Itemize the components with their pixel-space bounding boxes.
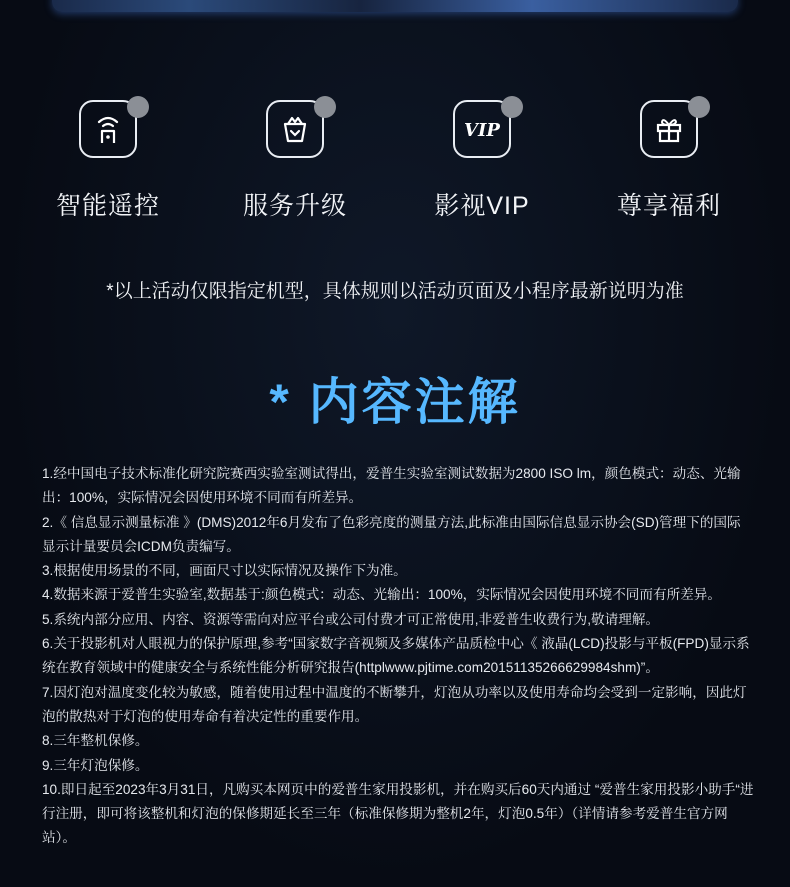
note-item: 8.三年整机保修。 [42, 733, 149, 749]
feature-label: 影视VIP [434, 192, 530, 220]
feature-label: 服务升级 [242, 192, 347, 220]
top-banner-image [52, 0, 738, 12]
note-item: 4.数据来源于爱普生实验室,数据基于:颜色模式：动态、光输出：100%，实际情况会因使用环境不同而有所差异。 [42, 587, 721, 603]
feature-exclusive-benefits [579, 100, 759, 222]
notes-title: * 内容注解 [269, 374, 521, 430]
badge-dot [688, 96, 710, 118]
notes-list [42, 462, 754, 851]
service-upgrade-icon [266, 100, 324, 158]
feature-vip [392, 100, 572, 222]
note-item: 3.根据使用场景的不同，画面尺寸以实际情况及操作下为准。 [42, 563, 407, 579]
feature-smart-remote [18, 100, 198, 222]
note-item: 2.《 信息显示测量标准 》(DMS)2012年6月发布了色彩亮度的测量方法,此标准由国际信息显示协会(SD)管理下的国际显示计量要员会ICDM负责编写。 [42, 514, 741, 554]
badge-dot [501, 96, 523, 118]
remote-icon [79, 100, 137, 158]
feature-service-upgrade [205, 100, 385, 222]
badge-dot [314, 96, 336, 118]
activity-disclaimer: *以上活动仅限指定机型，具体规则以活动页面及小程序最新说明为准 [106, 281, 684, 302]
gift-icon [640, 100, 698, 158]
note-item: 7.因灯泡对温度变化较为敏感，随着使用过程中温度的不断攀升，灯泡从功率以及使用寿命均会受到一定影响，因此灯泡的散热对于灯泡的使用寿命有着决定性的重要作用。 [42, 684, 747, 724]
note-item: 9.三年灯泡保修。 [42, 757, 149, 773]
note-item: 10.即日起至2023年3月31日，凡购买本网页中的爱普生家用投影机，并在购买后60天内通过 “爱普生家用投影小助手“进行注册，即可将该整机和灯泡的保修期延长至三年（标准保修期为整机2年，灯泡0.5年）（详情请参考爱普生官方网站）。 [42, 781, 754, 846]
vip-icon-text: VIP [464, 120, 500, 141]
note-item: 5.系统内部分应用、内容、资源等需向对应平台或公司付费才可正常使用,非爱普生收费行为,敬请理解。 [42, 611, 660, 627]
feature-label: 智能遥控 [55, 192, 160, 220]
vip-icon [453, 100, 511, 158]
note-item: 1.经中国电子技术标准化研究院赛西实验室测试得出，爱普生实验室测试数据为2800 ISO lm，颜色模式：动态、光输出：100%，实际情况会因使用环境不同而有所差异。 [42, 466, 741, 506]
badge-dot [127, 96, 149, 118]
note-item: 6.关于投影机对人眼视力的保护原理,参考“国家数字音视频及多媒体产品质检中心《 液晶(LCD)投影与平板(FPD)显示系统在教育领域中的健康安全与系统性能分析研究报告(httplwww.pjtime.com20151135266629984shm)”。 [42, 636, 750, 676]
feature-row [0, 100, 790, 230]
feature-label: 尊享福利 [616, 192, 721, 220]
